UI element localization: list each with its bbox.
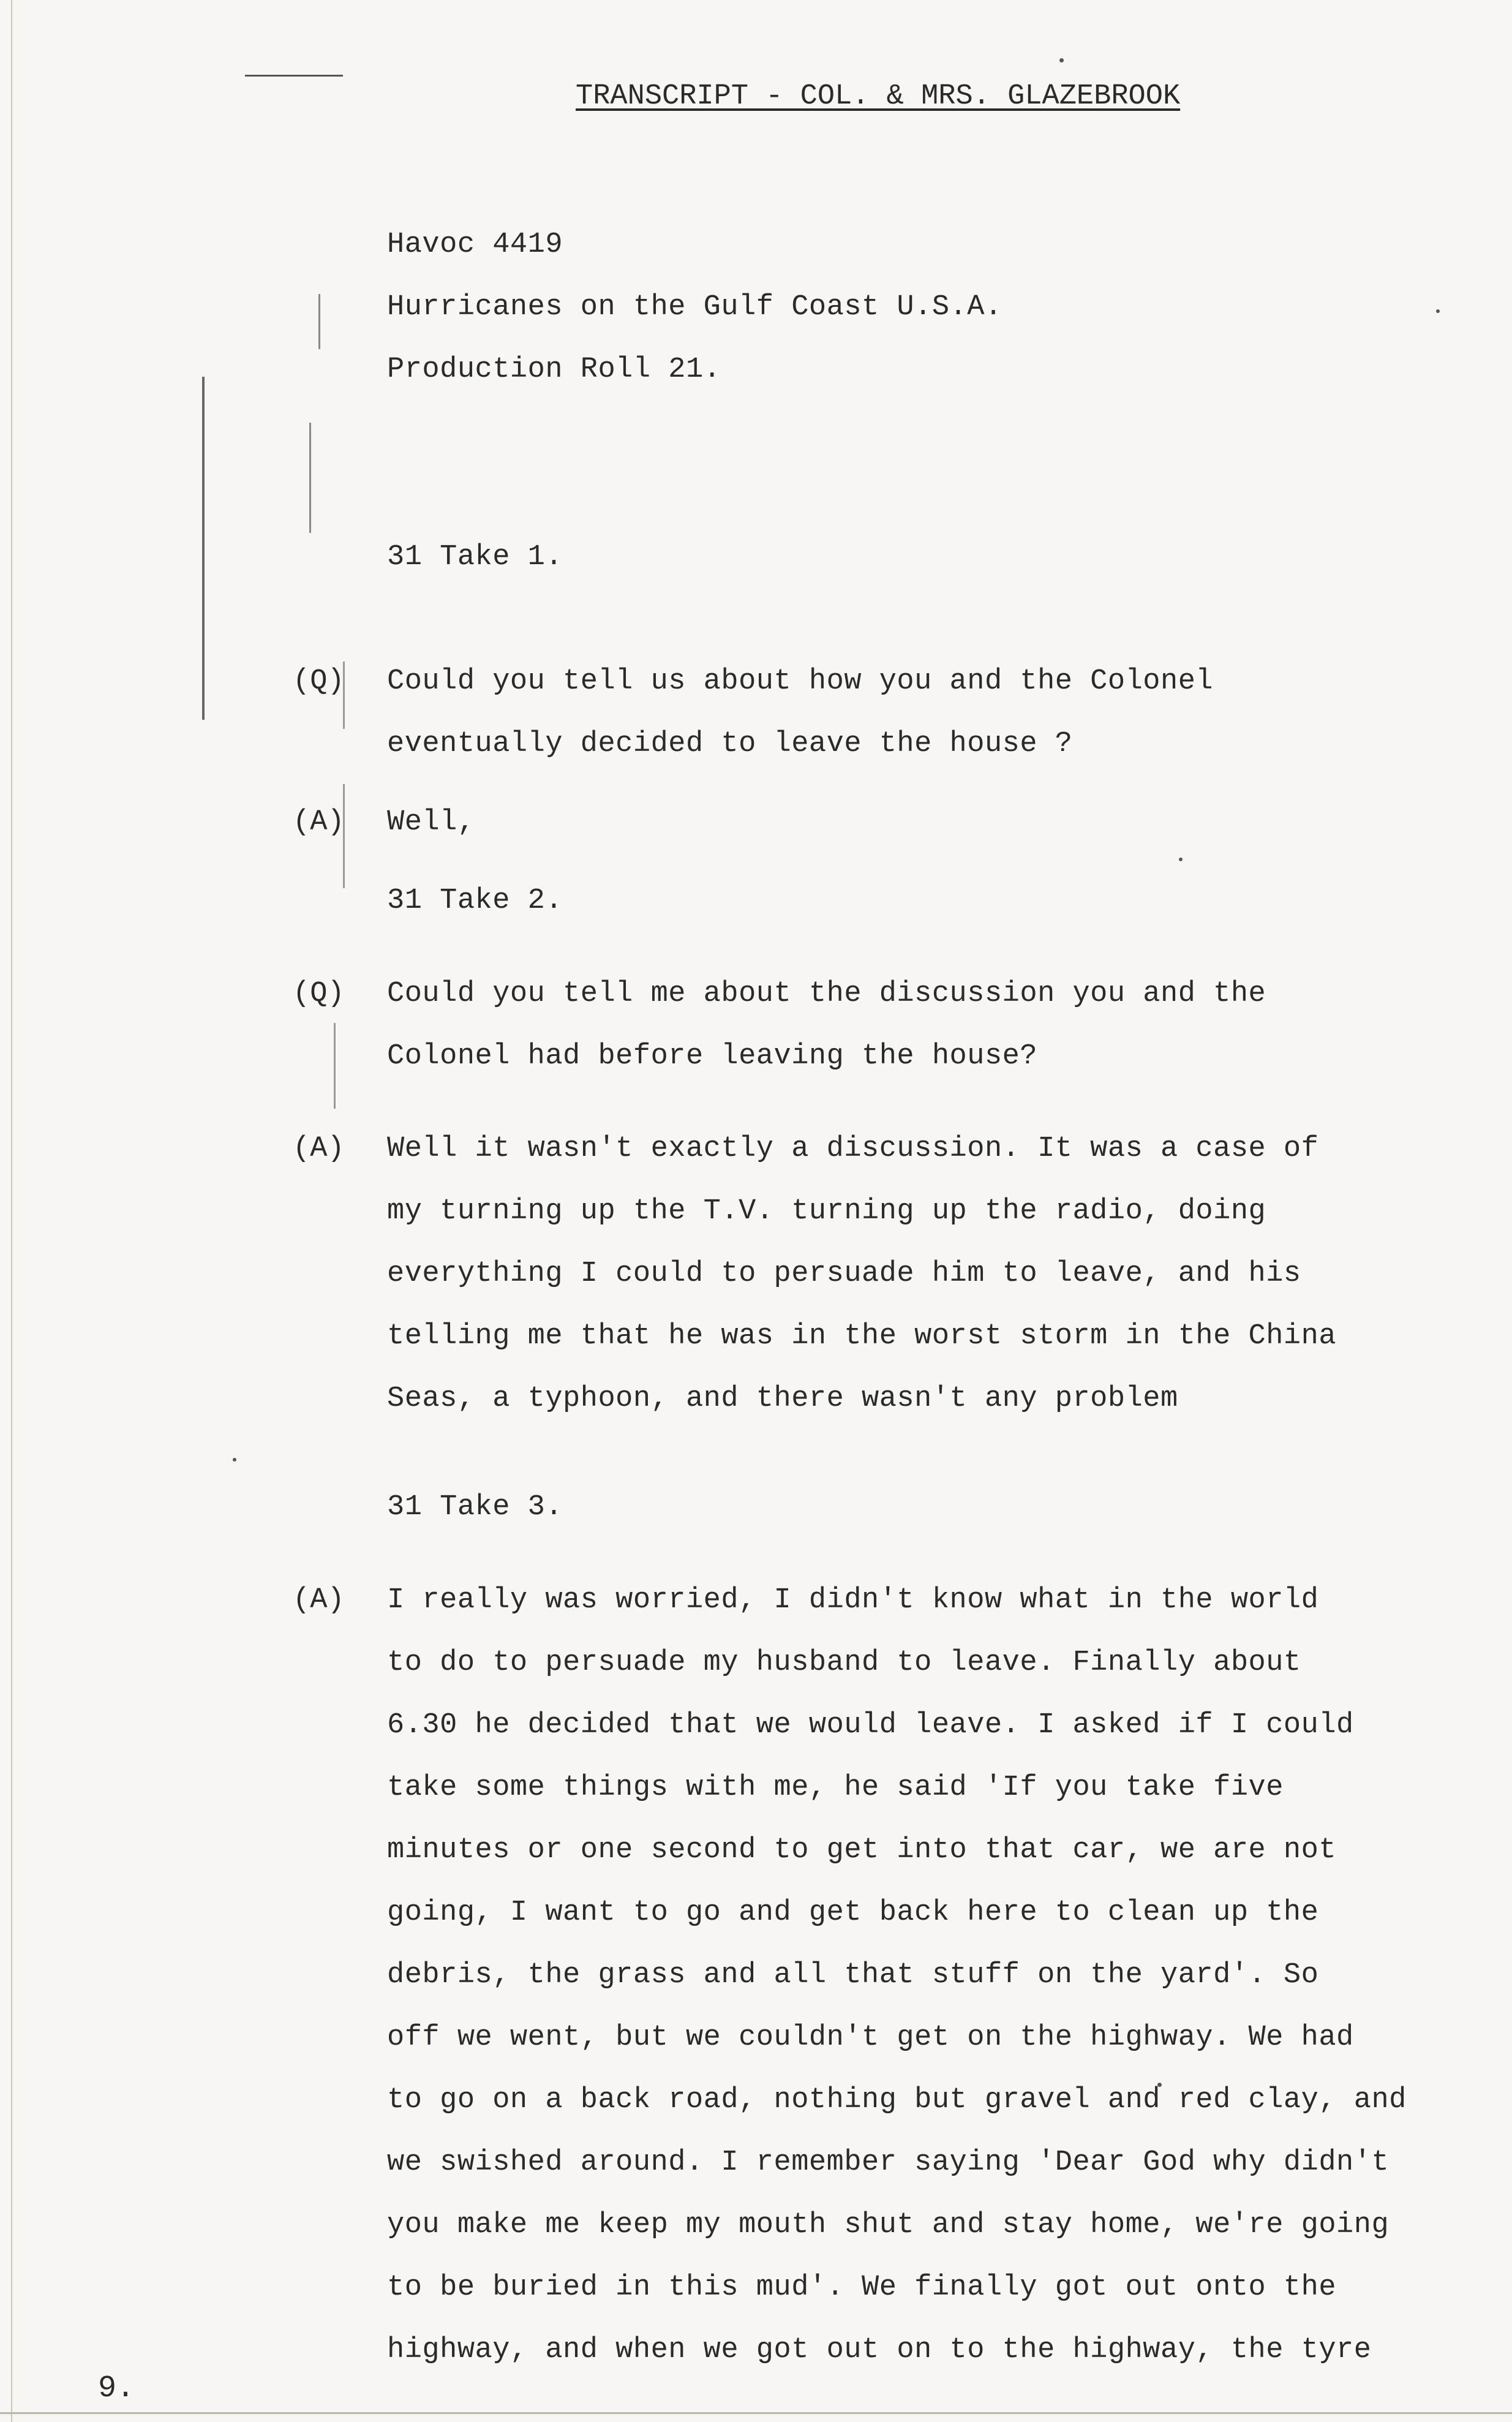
take-label: 31 Take 3. [387,1491,563,1523]
question-line: Colonel had before leaving the house? [387,1040,1038,1073]
question-marker: (Q) [293,978,345,1010]
answer-line: Well, [387,806,475,839]
margin-tick-1 [318,294,320,349]
question-line: Could you tell me about the discussion you and the [387,978,1266,1010]
answer-marker: (A) [293,1584,345,1617]
margin-line-left [11,0,12,2422]
transcript-header: TRANSCRIPT - COL. & MRS. GLAZEBROOK [576,80,1181,113]
speck [1179,858,1183,861]
answer-line: to do to persuade my husband to leave. Finally about [387,1647,1301,1679]
speck [1059,58,1064,62]
margin-dash-top [245,75,343,77]
answer-line: telling me that he was in the worst storm in the China [387,1320,1337,1352]
answer-line: I really was worried, I didn't know what in the world [387,1584,1319,1617]
production-roll: Production Roll 21. [387,353,721,386]
margin-tick-2 [309,423,311,533]
take-label: 31 Take 1. [387,541,563,573]
question-line: Could you tell us about how you and the Colonel [387,665,1214,698]
answer-line: my turning up the T.V. turning up the radio, doing [387,1195,1266,1228]
production-code: Havoc 4419 [387,228,563,261]
answer-line: 6.30 he decided that we would leave. I asked if I could [387,1709,1354,1741]
answer-line: to go on a back road, nothing but gravel and red clay, and [387,2084,1407,2116]
speck [233,1458,236,1462]
answer-line: off we went, but we couldn't get on the highway. We had [387,2021,1354,2054]
answer-line: minutes or one second to get into that car, we are not [387,1834,1337,1866]
answer-line: debris, the grass and all that stuff on the yard'. So [387,1959,1319,1991]
margin-bar-vertical [202,377,205,720]
question-marker: (Q) [293,665,345,698]
answer-line: Well it wasn't exactly a discussion. It was a case of [387,1133,1319,1165]
answer-line: highway, and when we got out on to the highway, the tyre [387,2334,1372,2366]
take-label: 31 Take 2. [387,885,563,917]
question-line: eventually decided to leave the house ? [387,728,1073,760]
answer-line: Seas, a typhoon, and there wasn't any problem [387,1383,1178,1415]
margin-tick-5 [334,1023,336,1109]
answer-line: take some things with me, he said 'If you take five [387,1771,1284,1804]
speck [1436,309,1440,313]
bottom-edge-line [0,2412,1512,2414]
answer-marker: (A) [293,806,345,839]
page-number: 9. [98,2371,135,2406]
answer-line: you make me keep my mouth shut and stay home, we're going [387,2209,1390,2241]
answer-line: to be buried in this mud'. We finally got out onto the [387,2271,1337,2304]
answer-marker: (A) [293,1133,345,1165]
answer-line: going, I want to go and get back here to clean up the [387,1896,1319,1929]
answer-line: everything I could to persuade him to leave, and his [387,1258,1301,1290]
production-title: Hurricanes on the Gulf Coast U.S.A. [387,291,1002,323]
answer-line: we swished around. I remember saying 'Dear God why didn't [387,2146,1390,2179]
